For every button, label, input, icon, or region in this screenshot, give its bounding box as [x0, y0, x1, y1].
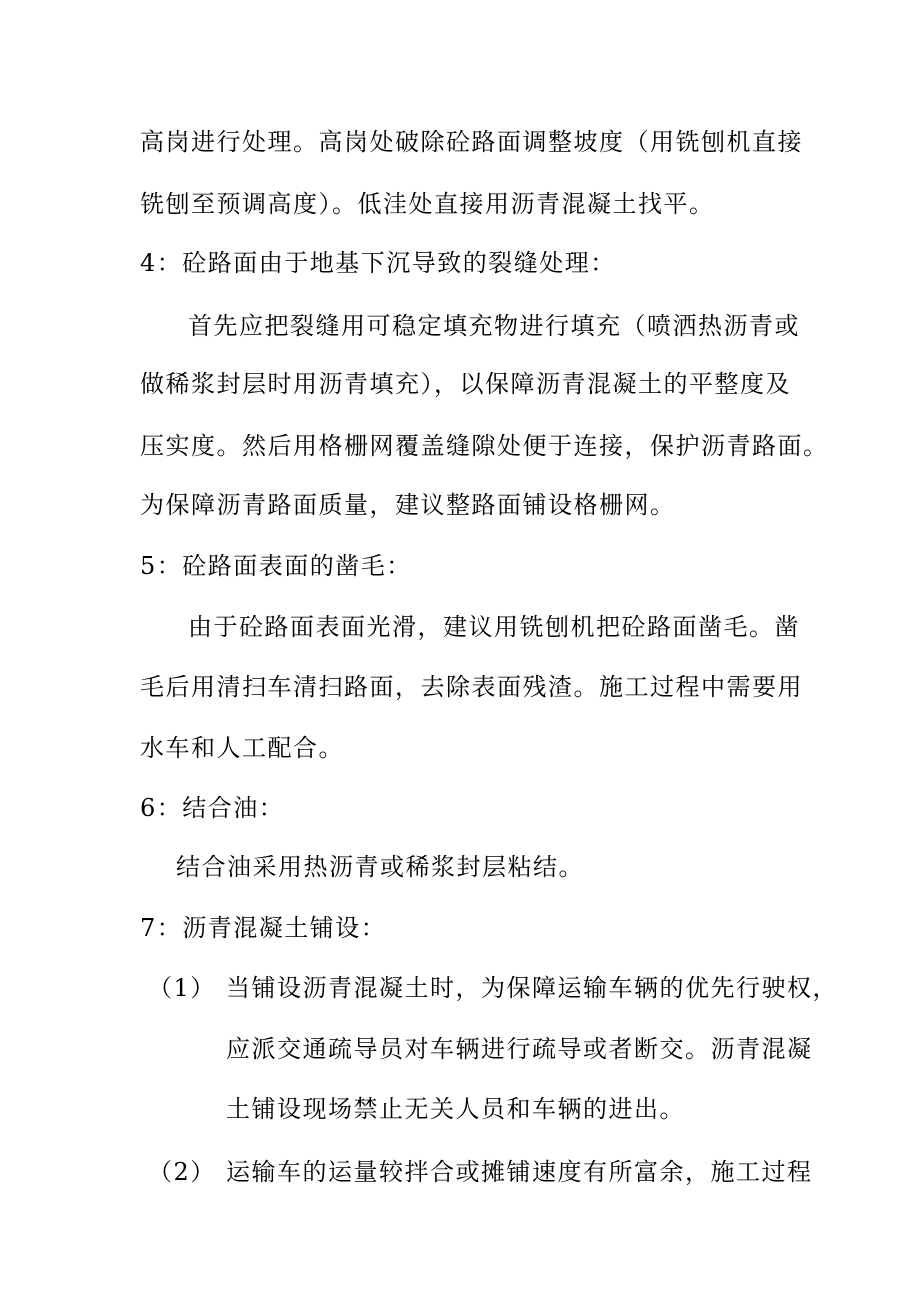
paragraph-line: 为保障沥青路面质量，建议整路面铺设格栅网。 [140, 491, 676, 519]
section-heading-6: 6：结合油： [140, 794, 285, 822]
paragraph-line: 压实度。然后用格栅网覆盖缝隙处便于连接，保护沥青路面。 [140, 432, 829, 460]
paragraph-line: 结合油采用热沥青或稀浆封层粘结。 [176, 853, 584, 881]
paragraph-line: 做稀浆封层时用沥青填充），以保障沥青混凝土的平整度及 [140, 370, 791, 398]
list-item-line: 土铺设现场禁止无关人员和车辆的进出。 [226, 1095, 685, 1123]
paragraph-line: 首先应把裂缝用可稳定填充物进行填充（喷洒热沥青或 [188, 312, 800, 340]
section-heading-4: 4：砼路面由于地基下沉导致的裂缝处理： [140, 249, 616, 277]
paragraph-line: 由于砼路面表面光滑，建议用铣刨机把砼路面凿毛。凿 [188, 613, 800, 641]
section-heading-5: 5：砼路面表面的凿毛： [140, 552, 412, 580]
paragraph-line: 毛后用清扫车清扫路面，去除表面残渣。施工过程中需要用 [140, 673, 803, 701]
paragraph-line: 水车和人工配合。 [140, 734, 344, 762]
paragraph-line: 高岗进行处理。高岗处破除砼路面调整坡度（用铣刨机直接 [140, 128, 803, 156]
list-item-line: 当铺设沥青混凝土时，为保障运输车辆的优先行驶权， [226, 974, 838, 1002]
list-item-number: （2） [148, 1158, 216, 1186]
list-item-line: 应派交通疏导员对车辆进行疏导或者断交。沥青混凝 [226, 1035, 813, 1063]
list-item-line: 运输车的运量较拌合或摊铺速度有所富余，施工过程 [226, 1158, 813, 1186]
paragraph-line: 铣刨至预调高度）。低洼处直接用沥青混凝土找平。 [140, 190, 715, 218]
section-heading-7: 7：沥青混凝土铺设： [140, 914, 387, 942]
list-item-number: （1） [148, 974, 216, 1002]
